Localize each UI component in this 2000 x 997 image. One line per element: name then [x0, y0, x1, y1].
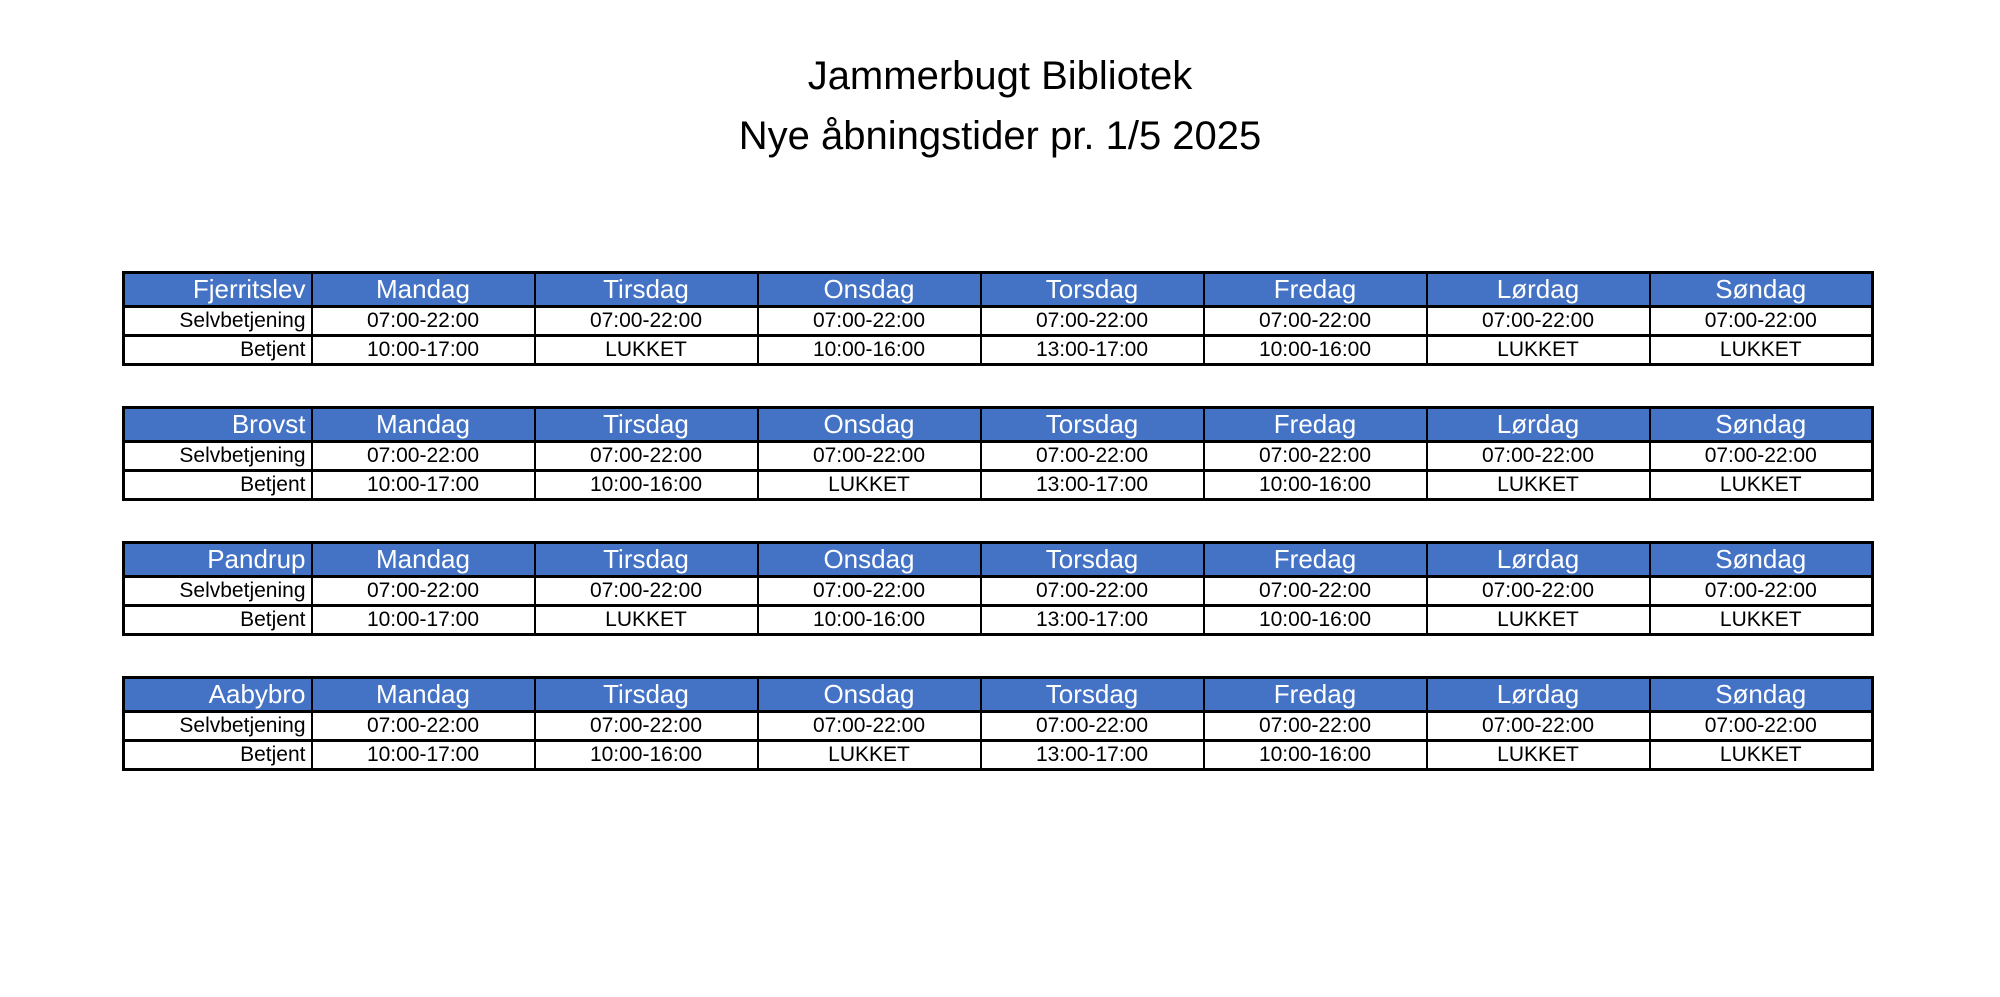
day-header: Lørdag	[1427, 408, 1650, 442]
header-row	[124, 273, 1873, 307]
location-name: Fjerritslev	[124, 273, 312, 307]
day-header: Mandag	[312, 543, 535, 577]
hours-cell: 07:00-22:00	[535, 442, 758, 471]
day-header: Lørdag	[1427, 543, 1650, 577]
hours-cell: 07:00-22:00	[312, 577, 535, 606]
hours-cell: 10:00-16:00	[1204, 336, 1427, 365]
betjent-row	[124, 741, 1873, 770]
selvbetjening-row	[124, 577, 1873, 606]
betjent-row	[124, 471, 1873, 500]
hours-cell: LUKKET	[1427, 336, 1650, 365]
selvbetjening-row	[124, 307, 1873, 336]
location-name: Aabybro	[124, 678, 312, 712]
hours-cell: 07:00-22:00	[758, 307, 981, 336]
hours-cell: 07:00-22:00	[1650, 712, 1873, 741]
betjent-row	[124, 336, 1873, 365]
hours-cell: LUKKET	[1650, 741, 1873, 770]
row-label: Betjent	[124, 741, 312, 770]
day-header: Lørdag	[1427, 678, 1650, 712]
row-label: Selvbetjening	[124, 442, 312, 471]
day-header: Torsdag	[981, 543, 1204, 577]
hours-cell: 07:00-22:00	[1427, 307, 1650, 336]
hours-cell: 07:00-22:00	[1204, 442, 1427, 471]
day-header: Tirsdag	[535, 543, 758, 577]
day-header: Onsdag	[758, 543, 981, 577]
hours-cell: LUKKET	[758, 471, 981, 500]
day-header: Søndag	[1650, 273, 1873, 307]
hours-cell: LUKKET	[1427, 471, 1650, 500]
hours-cell: LUKKET	[1650, 471, 1873, 500]
day-header: Onsdag	[758, 678, 981, 712]
row-label: Selvbetjening	[124, 712, 312, 741]
row-label: Betjent	[124, 336, 312, 365]
hours-cell: 07:00-22:00	[758, 577, 981, 606]
hours-cell: 10:00-16:00	[535, 741, 758, 770]
hours-cell: 07:00-22:00	[1427, 712, 1650, 741]
selvbetjening-row	[124, 442, 1873, 471]
schedules	[122, 271, 1874, 771]
schedule-table-aabybro	[122, 676, 1874, 771]
day-header: Søndag	[1650, 543, 1873, 577]
page-subtitle: Nye åbningstider pr. 1/5 2025	[738, 114, 1262, 158]
hours-cell: LUKKET	[1650, 336, 1873, 365]
hours-cell: 10:00-16:00	[758, 606, 981, 635]
hours-cell: 07:00-22:00	[535, 577, 758, 606]
header-row	[124, 543, 1873, 577]
hours-cell: 10:00-17:00	[312, 336, 535, 365]
row-label: Betjent	[124, 606, 312, 635]
hours-cell: 07:00-22:00	[1427, 442, 1650, 471]
hours-cell: 10:00-16:00	[535, 471, 758, 500]
day-header: Mandag	[312, 408, 535, 442]
hours-cell: 07:00-22:00	[1650, 307, 1873, 336]
day-header: Fredag	[1204, 543, 1427, 577]
header-row	[124, 678, 1873, 712]
hours-cell: 07:00-22:00	[1204, 307, 1427, 336]
hours-cell: 07:00-22:00	[981, 577, 1204, 606]
hours-cell: 07:00-22:00	[758, 712, 981, 741]
schedule-table-brovst	[122, 406, 1874, 501]
hours-cell: 13:00-17:00	[981, 741, 1204, 770]
hours-cell: LUKKET	[1427, 741, 1650, 770]
hours-cell: 10:00-16:00	[1204, 606, 1427, 635]
day-header: Søndag	[1650, 678, 1873, 712]
hours-cell: 07:00-22:00	[981, 712, 1204, 741]
schedule-table-pandrup	[122, 541, 1874, 636]
day-header: Torsdag	[981, 273, 1204, 307]
hours-cell: 07:00-22:00	[981, 307, 1204, 336]
location-name: Pandrup	[124, 543, 312, 577]
day-header: Onsdag	[758, 408, 981, 442]
hours-cell: 13:00-17:00	[981, 336, 1204, 365]
day-header: Tirsdag	[535, 408, 758, 442]
selvbetjening-row	[124, 712, 1873, 741]
hours-cell: LUKKET	[1650, 606, 1873, 635]
row-label: Selvbetjening	[124, 577, 312, 606]
day-header: Torsdag	[981, 408, 1204, 442]
day-header: Onsdag	[758, 273, 981, 307]
day-header: Torsdag	[981, 678, 1204, 712]
day-header: Lørdag	[1427, 273, 1650, 307]
page-title: Jammerbugt Bibliotek	[807, 54, 1193, 98]
hours-cell: 07:00-22:00	[1650, 577, 1873, 606]
day-header: Søndag	[1650, 408, 1873, 442]
hours-cell: 07:00-22:00	[312, 442, 535, 471]
day-header: Tirsdag	[535, 678, 758, 712]
hours-cell: 07:00-22:00	[312, 712, 535, 741]
hours-cell: 10:00-17:00	[312, 741, 535, 770]
schedule-table-fjerritslev	[122, 271, 1874, 366]
hours-cell: 10:00-16:00	[1204, 471, 1427, 500]
hours-cell: LUKKET	[535, 606, 758, 635]
document-header	[0, 0, 2000, 166]
day-header: Tirsdag	[535, 273, 758, 307]
hours-cell: 07:00-22:00	[1427, 577, 1650, 606]
row-label: Betjent	[124, 471, 312, 500]
day-header: Fredag	[1204, 273, 1427, 307]
hours-cell: 07:00-22:00	[1650, 442, 1873, 471]
day-header: Mandag	[312, 273, 535, 307]
header-row	[124, 408, 1873, 442]
location-name: Brovst	[124, 408, 312, 442]
hours-cell: 07:00-22:00	[535, 307, 758, 336]
hours-cell: 10:00-17:00	[312, 471, 535, 500]
hours-cell: 10:00-17:00	[312, 606, 535, 635]
day-header: Fredag	[1204, 408, 1427, 442]
hours-cell: 07:00-22:00	[1204, 577, 1427, 606]
hours-cell: 07:00-22:00	[981, 442, 1204, 471]
row-label: Selvbetjening	[124, 307, 312, 336]
day-header: Fredag	[1204, 678, 1427, 712]
hours-cell: 13:00-17:00	[981, 471, 1204, 500]
day-header: Mandag	[312, 678, 535, 712]
hours-cell: 10:00-16:00	[1204, 741, 1427, 770]
hours-cell: LUKKET	[1427, 606, 1650, 635]
betjent-row	[124, 606, 1873, 635]
hours-cell: 07:00-22:00	[1204, 712, 1427, 741]
hours-cell: LUKKET	[535, 336, 758, 365]
hours-cell: 13:00-17:00	[981, 606, 1204, 635]
hours-cell: 07:00-22:00	[312, 307, 535, 336]
hours-cell: 07:00-22:00	[535, 712, 758, 741]
hours-cell: 07:00-22:00	[758, 442, 981, 471]
hours-cell: LUKKET	[758, 741, 981, 770]
hours-cell: 10:00-16:00	[758, 336, 981, 365]
